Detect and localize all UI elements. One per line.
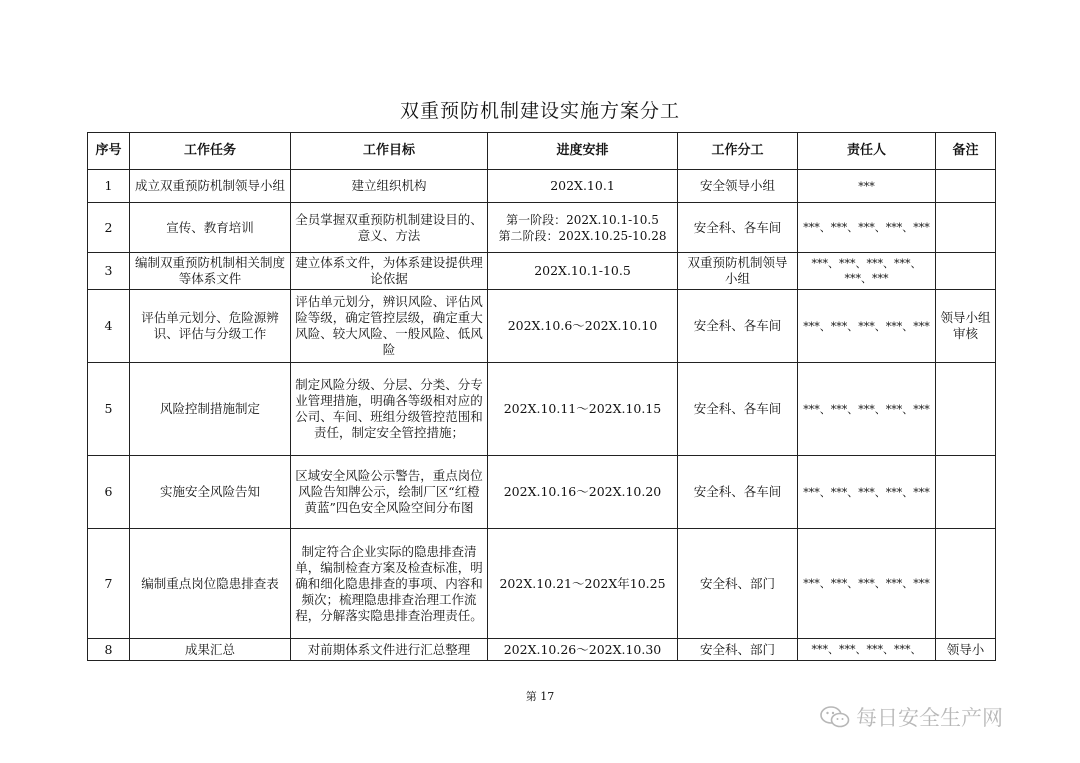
cell-owner: ***、***、***、***、***、***	[798, 253, 936, 290]
cell-task: 成果汇总	[130, 639, 291, 661]
cell-remark: 领导小组审核	[936, 290, 996, 363]
page-number: 第 17	[525, 690, 555, 703]
cell-schedule: 202X.10.26～202X.10.30	[488, 639, 678, 661]
table-row	[88, 170, 996, 203]
cell-owner: ***、***、***、***、***	[798, 456, 936, 529]
cell-task: 成立双重预防机制领导小组	[130, 170, 291, 203]
cell-goal: 全员掌握双重预防机制建设目的、意义、方法	[291, 203, 488, 253]
cell-seq: 4	[88, 290, 130, 363]
cell-owner: ***、***、***、***、***	[798, 203, 936, 253]
header-owner: 责任人	[798, 133, 936, 170]
cell-remark	[936, 170, 996, 203]
header-division: 工作分工	[678, 133, 798, 170]
watermark-text: 每日安全生产网	[856, 706, 1003, 730]
cell-task: 编制重点岗位隐患排查表	[130, 529, 291, 639]
cell-schedule: 202X.10.1	[488, 170, 678, 203]
header-remark: 备注	[936, 133, 996, 170]
cell-goal: 制定符合企业实际的隐患排查清单，编制检查方案及检查标准，明确和细化隐患排查的事项、内容和频次；梳理隐患排查治理工作流程，分解落实隐患排查治理责任。	[291, 529, 488, 639]
cell-division: 双重预防机制领导小组	[678, 253, 798, 290]
cell-division: 安全科、各车间	[678, 363, 798, 456]
cell-goal: 区域安全风险公示警告，重点岗位风险告知牌公示，绘制厂区“红橙黄蓝”四色安全风险空间分布图	[291, 456, 488, 529]
cell-task: 实施安全风险告知	[130, 456, 291, 529]
cell-goal: 建立组织机构	[291, 170, 488, 203]
cell-goal: 评估单元划分，辨识风险、评估风险等级，确定管控层级，确定重大风险、较大风险、一般风险、低风险	[291, 290, 488, 363]
header-schedule: 进度安排	[488, 133, 678, 170]
table-row	[88, 203, 996, 253]
cell-owner: ***、***、***、***、***	[798, 363, 936, 456]
cell-remark: 领导小	[936, 639, 996, 661]
cell-goal: 对前期体系文件进行汇总整理	[291, 639, 488, 661]
header-seq: 序号	[88, 133, 130, 170]
cell-goal: 建立体系文件，为体系建设提供理论依据	[291, 253, 488, 290]
header-task: 工作任务	[130, 133, 291, 170]
cell-remark	[936, 363, 996, 456]
cell-task: 宣传、教育培训	[130, 203, 291, 253]
cell-schedule: 202X.10.6～202X.10.10	[488, 290, 678, 363]
cell-remark	[936, 529, 996, 639]
cell-owner: ***、***、***、***、***	[798, 529, 936, 639]
cell-seq: 6	[88, 456, 130, 529]
table-row	[88, 363, 996, 456]
wechat-icon	[820, 705, 850, 729]
cell-owner: ***、***、***、***、	[798, 639, 936, 661]
table-row	[88, 290, 996, 363]
table-header-row	[88, 133, 996, 170]
document-title: 双重预防机制建设实施方案分工	[399, 100, 680, 122]
cell-owner: ***、***、***、***、***	[798, 290, 936, 363]
cell-schedule: 第一阶段：202X.10.1-10.5 第二阶段：202X.10.25-10.28	[488, 203, 678, 253]
cell-remark	[936, 203, 996, 253]
cell-seq: 2	[88, 203, 130, 253]
cell-division: 安全领导小组	[678, 170, 798, 203]
table-row	[88, 639, 996, 661]
cell-division: 安全科、部门	[678, 529, 798, 639]
cell-division: 安全科、部门	[678, 639, 798, 661]
cell-seq: 8	[88, 639, 130, 661]
cell-task: 编制双重预防机制相关制度等体系文件	[130, 253, 291, 290]
cell-remark	[936, 456, 996, 529]
cell-owner: ***	[798, 170, 936, 203]
cell-schedule: 202X.10.16～202X.10.20	[488, 456, 678, 529]
cell-task: 风险控制措施制定	[130, 363, 291, 456]
cell-seq: 1	[88, 170, 130, 203]
header-goal: 工作目标	[291, 133, 488, 170]
cell-division: 安全科、各车间	[678, 456, 798, 529]
table-row	[88, 529, 996, 639]
cell-division: 安全科、各车间	[678, 290, 798, 363]
table-row	[88, 456, 996, 529]
cell-schedule: 202X.10.21～202X年10.25	[488, 529, 678, 639]
cell-seq: 5	[88, 363, 130, 456]
cell-seq: 3	[88, 253, 130, 290]
cell-schedule: 202X.10.11～202X.10.15	[488, 363, 678, 456]
task-division-table	[87, 132, 996, 661]
watermark	[820, 702, 1003, 732]
cell-seq: 7	[88, 529, 130, 639]
cell-division: 安全科、各车间	[678, 203, 798, 253]
table-row	[88, 253, 996, 290]
cell-goal: 制定风险分级、分层、分类、分专业管理措施，明确各等级相对应的公司、车间、班组分级管控范围和责任，制定安全管控措施；	[291, 363, 488, 456]
cell-task: 评估单元划分、危险源辨识、评估与分级工作	[130, 290, 291, 363]
cell-schedule: 202X.10.1-10.5	[488, 253, 678, 290]
cell-remark	[936, 253, 996, 290]
